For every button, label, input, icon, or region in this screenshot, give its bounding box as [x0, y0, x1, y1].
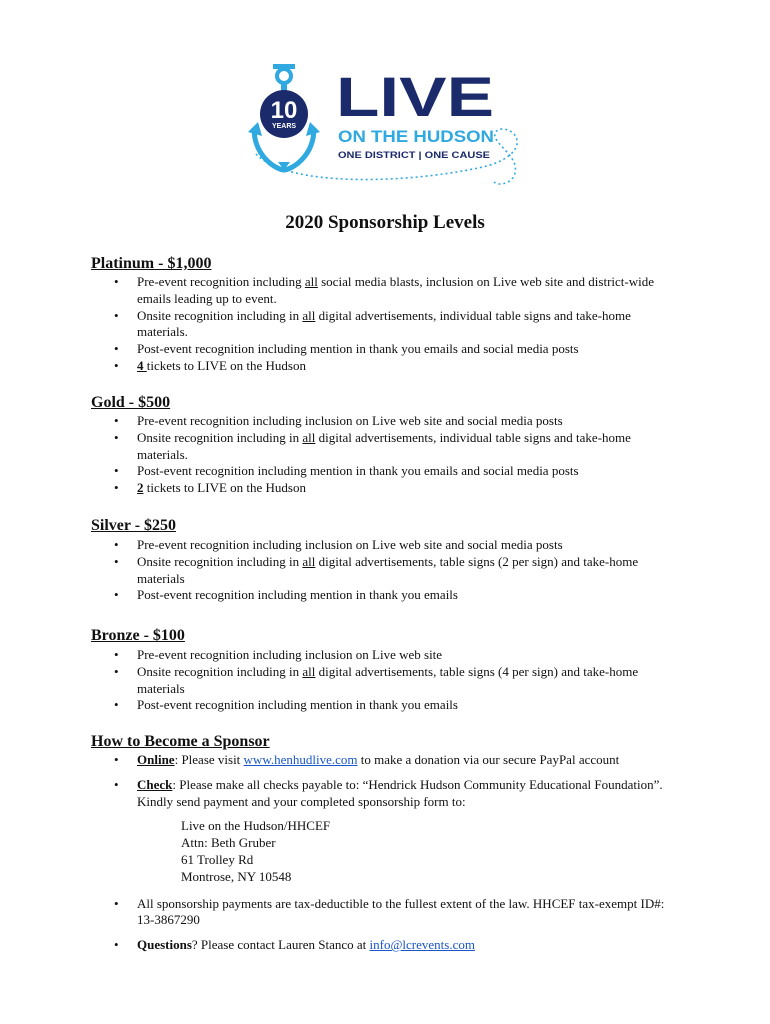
- item-text: digital advertisements, individual table signs and take-home materials.: [137, 307, 631, 340]
- list-item: [137, 430, 682, 464]
- item-text: Onsite recognition including in: [137, 429, 303, 445]
- item-text: Pre-event recognition including inclusion on Live web site and social media posts: [137, 537, 563, 552]
- item-text: : Please make all checks payable to: “Hendrick Hudson Community Educational Foundation”. Kindly send payment and your completed sponsorship form to:: [137, 776, 663, 809]
- gold-heading: Gold - $500: [91, 394, 171, 411]
- logo-tagline: ONE DISTRICT | ONE CAUSE: [338, 150, 490, 160]
- page-title: 2020 Sponsorship Levels: [285, 212, 485, 233]
- list-item: [137, 463, 682, 480]
- silver-heading: Silver - $250: [91, 517, 177, 534]
- item-text: Post-event recognition including mention in thank you emails and social media posts: [137, 341, 579, 357]
- list-item: [137, 413, 682, 430]
- bronze-heading: Bronze - $100: [91, 627, 185, 644]
- platinum-benefits-list: [137, 274, 682, 375]
- item-text: Onsite recognition including in: [137, 663, 303, 679]
- list-item: [137, 587, 682, 604]
- address-line: Montrose, NY 10548: [181, 868, 292, 884]
- list-item-questions: [137, 937, 682, 954]
- item-text: Pre-event recognition including inclusion on Live web site and social media posts: [137, 413, 563, 428]
- badge-number: 10: [270, 97, 298, 124]
- address-line: 61 Trolley Rd: [181, 851, 254, 867]
- badge-word: YEARS: [271, 123, 297, 130]
- item-text: social media blasts, inclusion on Live web site and district-wide emails leading up to event.: [137, 274, 654, 306]
- item-text: Post-event recognition including mention in thank you emails and social media posts: [137, 463, 579, 479]
- list-item: [137, 554, 682, 588]
- item-emphasis: 2: [137, 480, 144, 496]
- list-item-online: [137, 752, 682, 769]
- logo-word-live: LIVE: [336, 65, 494, 128]
- item-emphasis: all: [302, 307, 316, 323]
- silver-benefits-list: [137, 537, 682, 604]
- how-to-sponsor-list: [137, 752, 682, 962]
- item-text: Pre-event recognition including: [137, 274, 305, 289]
- questions-label: Questions: [137, 937, 192, 953]
- mailing-address: [181, 818, 682, 885]
- item-text: All sponsorship payments are tax-deductible to the fullest extent of the law. HHCEF tax-exempt ID#: 13-3867290: [137, 895, 665, 928]
- list-item: [137, 358, 682, 375]
- item-text: Post-event recognition including mention in thank you emails: [137, 697, 458, 713]
- item-text: tickets to LIVE on the Hudson: [143, 480, 306, 496]
- item-emphasis: all: [304, 274, 318, 289]
- item-text: digital advertisements, individual table signs and take-home materials.: [137, 429, 631, 462]
- platinum-heading: Platinum - $1,000: [91, 255, 212, 272]
- how-to-sponsor-heading: How to Become a Sponsor: [91, 733, 270, 750]
- item-text: ? Please contact Lauren Stanco at: [191, 937, 370, 953]
- item-text: Onsite recognition including in: [137, 307, 303, 323]
- list-item: [137, 480, 682, 497]
- item-text: Pre-event recognition including inclusion on Live web site: [137, 647, 443, 662]
- list-item: [137, 274, 682, 308]
- address-line: Live on the Hudson/HHCEF: [181, 818, 331, 834]
- item-text: tickets to LIVE on the Hudson: [146, 357, 306, 373]
- gold-benefits-list: [137, 413, 682, 497]
- item-emphasis: all: [302, 663, 316, 679]
- item-text: Onsite recognition including in: [137, 553, 303, 569]
- item-text: to make a donation via our secure PayPal account: [357, 752, 620, 767]
- address-line: Attn: Beth Gruber: [181, 835, 276, 851]
- list-item-check: [137, 777, 682, 886]
- item-emphasis: all: [302, 553, 316, 569]
- email-link[interactable]: info@lcrevents.com: [369, 937, 475, 953]
- bronze-benefits-list: [137, 647, 682, 714]
- item-text: Post-event recognition including mention in thank you emails: [137, 587, 458, 603]
- list-item: [137, 341, 682, 358]
- check-label: Check: [137, 776, 173, 792]
- item-text: : Please visit: [174, 752, 244, 767]
- list-item: [137, 537, 682, 554]
- list-item: [137, 664, 682, 698]
- item-text: digital advertisements, table signs (4 per sign) and take-home materials: [137, 663, 639, 696]
- list-item: [137, 647, 682, 664]
- live-on-the-hudson-logo: [248, 58, 526, 188]
- list-item: [137, 697, 682, 714]
- item-emphasis: all: [302, 429, 316, 445]
- item-emphasis: 4: [137, 357, 147, 373]
- logo-word-on-the-hudson: ON THE HUDSON: [338, 127, 494, 146]
- website-link[interactable]: www.henhudlive.com: [243, 752, 358, 767]
- list-item: [137, 308, 682, 342]
- item-text: digital advertisements, table signs (2 per sign) and take-home materials: [137, 553, 639, 586]
- list-item-tax: [137, 896, 682, 930]
- online-label: Online: [137, 752, 175, 767]
